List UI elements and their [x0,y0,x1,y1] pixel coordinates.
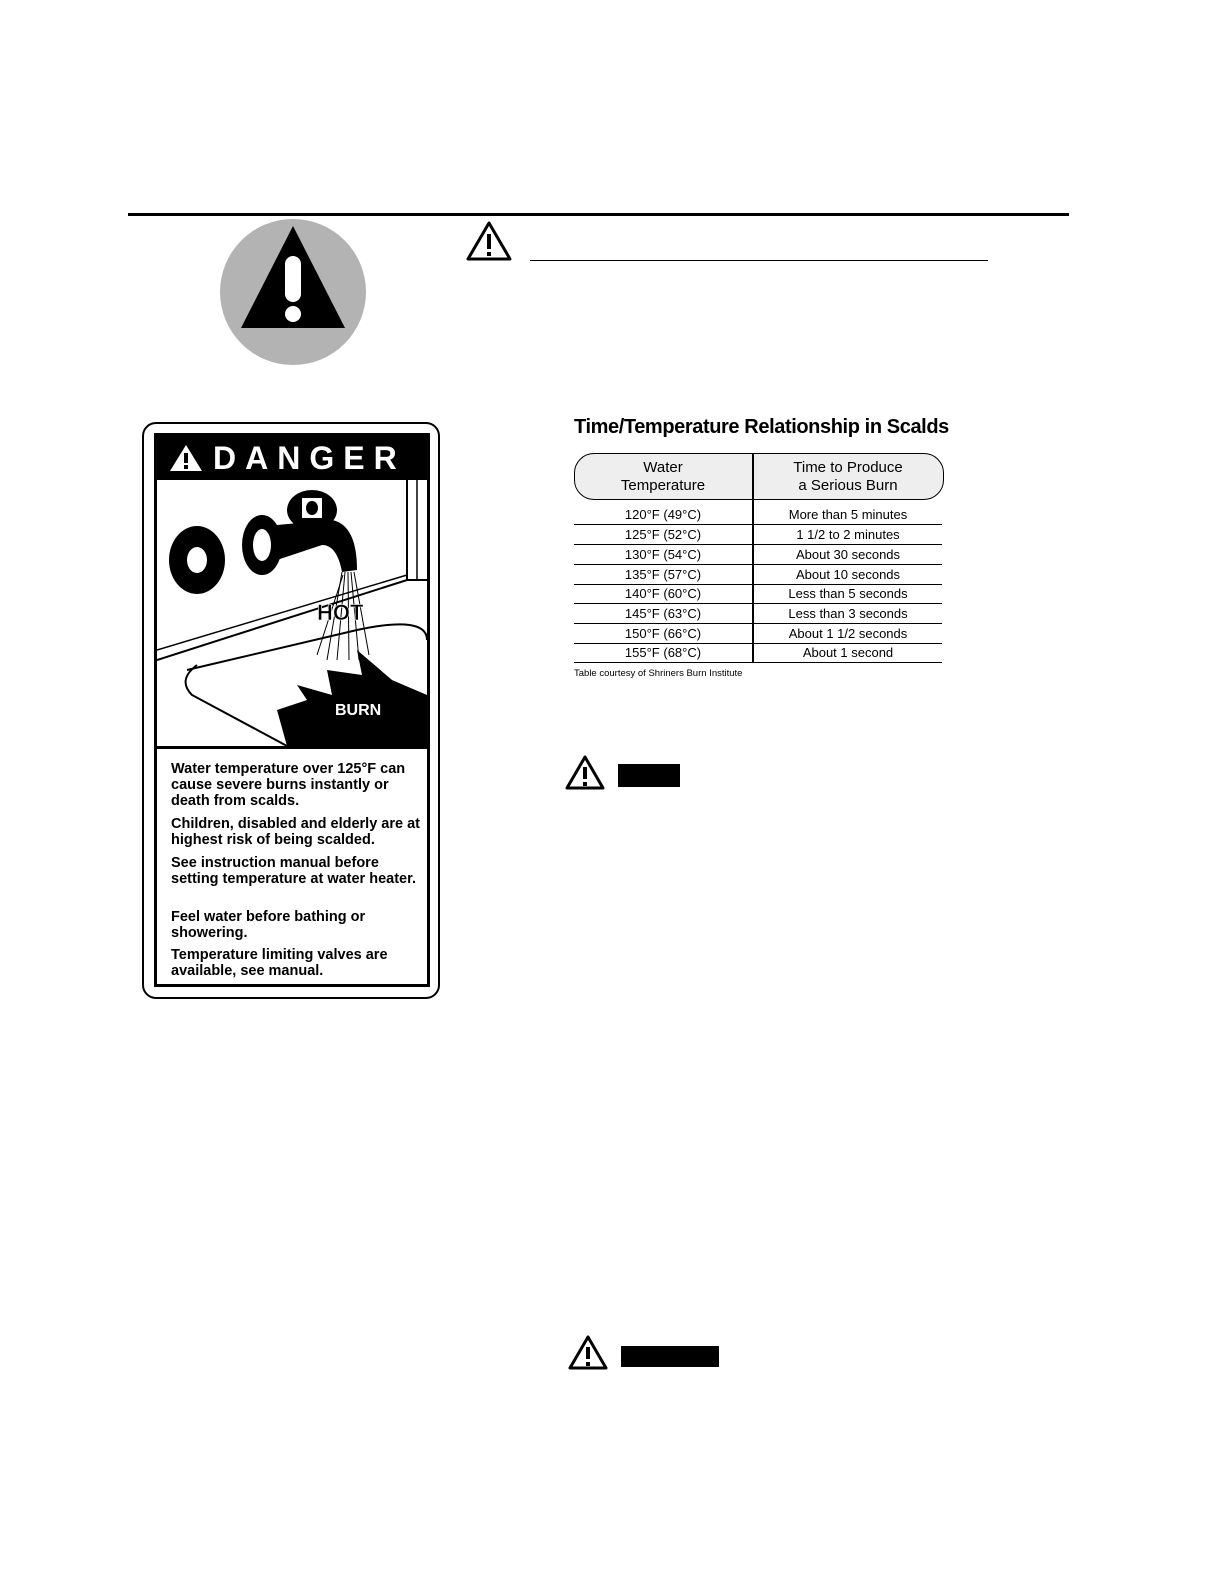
scald-illustration [157,480,427,746]
time-cell: About 1 second [802,645,894,660]
temperature-cell: 135°F (57°C) [624,567,702,582]
top-rule [128,213,1069,216]
hot-text: HOT [317,600,364,625]
table-row [574,545,942,565]
time-cell: About 1 1/2 seconds [788,626,908,641]
caution-triangle-icon [565,755,605,791]
time-cell: More than 5 minutes [788,507,908,522]
danger-heading: DANGER [213,439,406,476]
temperature-cell: 150°F (66°C) [624,626,702,641]
section-title-underline [530,260,988,261]
temperature-cell: 120°F (49°C) [624,507,702,522]
temperature-cell: 125°F (52°C) [624,527,702,542]
warning-icon [219,218,367,366]
label-paragraph-1: Water temperature over 125°F can cause severe burns instantly or death from scalds. [171,761,406,809]
burn-text: BURN [335,702,382,719]
temperature-cell: 140°F (60°C) [624,586,702,601]
temperature-cell: 145°F (63°C) [624,606,702,621]
header-water-temperature: Water Temperature [620,459,706,494]
caution-triangle-icon [568,1335,608,1371]
table-title: Time/Temperature Relationship in Scalds [574,416,949,438]
table-row [574,643,942,663]
redacted-signal-word [618,764,680,787]
temperature-cell: 130°F (54°C) [624,547,702,562]
time-cell: About 30 seconds [795,547,901,562]
label-paragraph-2: Children, disabled and elderly are at highest risk of being scalded. [171,816,420,848]
caution-triangle-icon [465,220,513,262]
redacted-signal-word [621,1346,719,1367]
header-time-to-burn: Time to Produce a Serious Burn [793,459,903,494]
label-paragraph-4: Feel water before bathing or showering. [171,909,366,941]
table-row [574,525,942,545]
time-cell: About 10 seconds [795,567,901,582]
table-row [574,624,942,644]
time-cell: Less than 5 seconds [788,586,908,601]
label-divider [157,746,427,749]
table-row [574,505,942,525]
time-cell: Less than 3 seconds [788,606,908,621]
temperature-cell: 155°F (68°C) [624,645,702,660]
label-paragraph-5: Temperature limiting valves are available, see manual. [171,947,388,979]
table-row [574,565,942,585]
table-credit: Table courtesy of Shriners Burn Institute [574,668,743,679]
danger-header [157,436,427,480]
table-row [574,584,942,604]
time-cell: 1 1/2 to 2 minutes [796,527,900,542]
label-paragraph-3: See instruction manual before setting temperature at water heater. [171,855,416,887]
table-row [574,604,942,624]
danger-triangle-icon [169,444,203,472]
table-header [574,453,944,500]
